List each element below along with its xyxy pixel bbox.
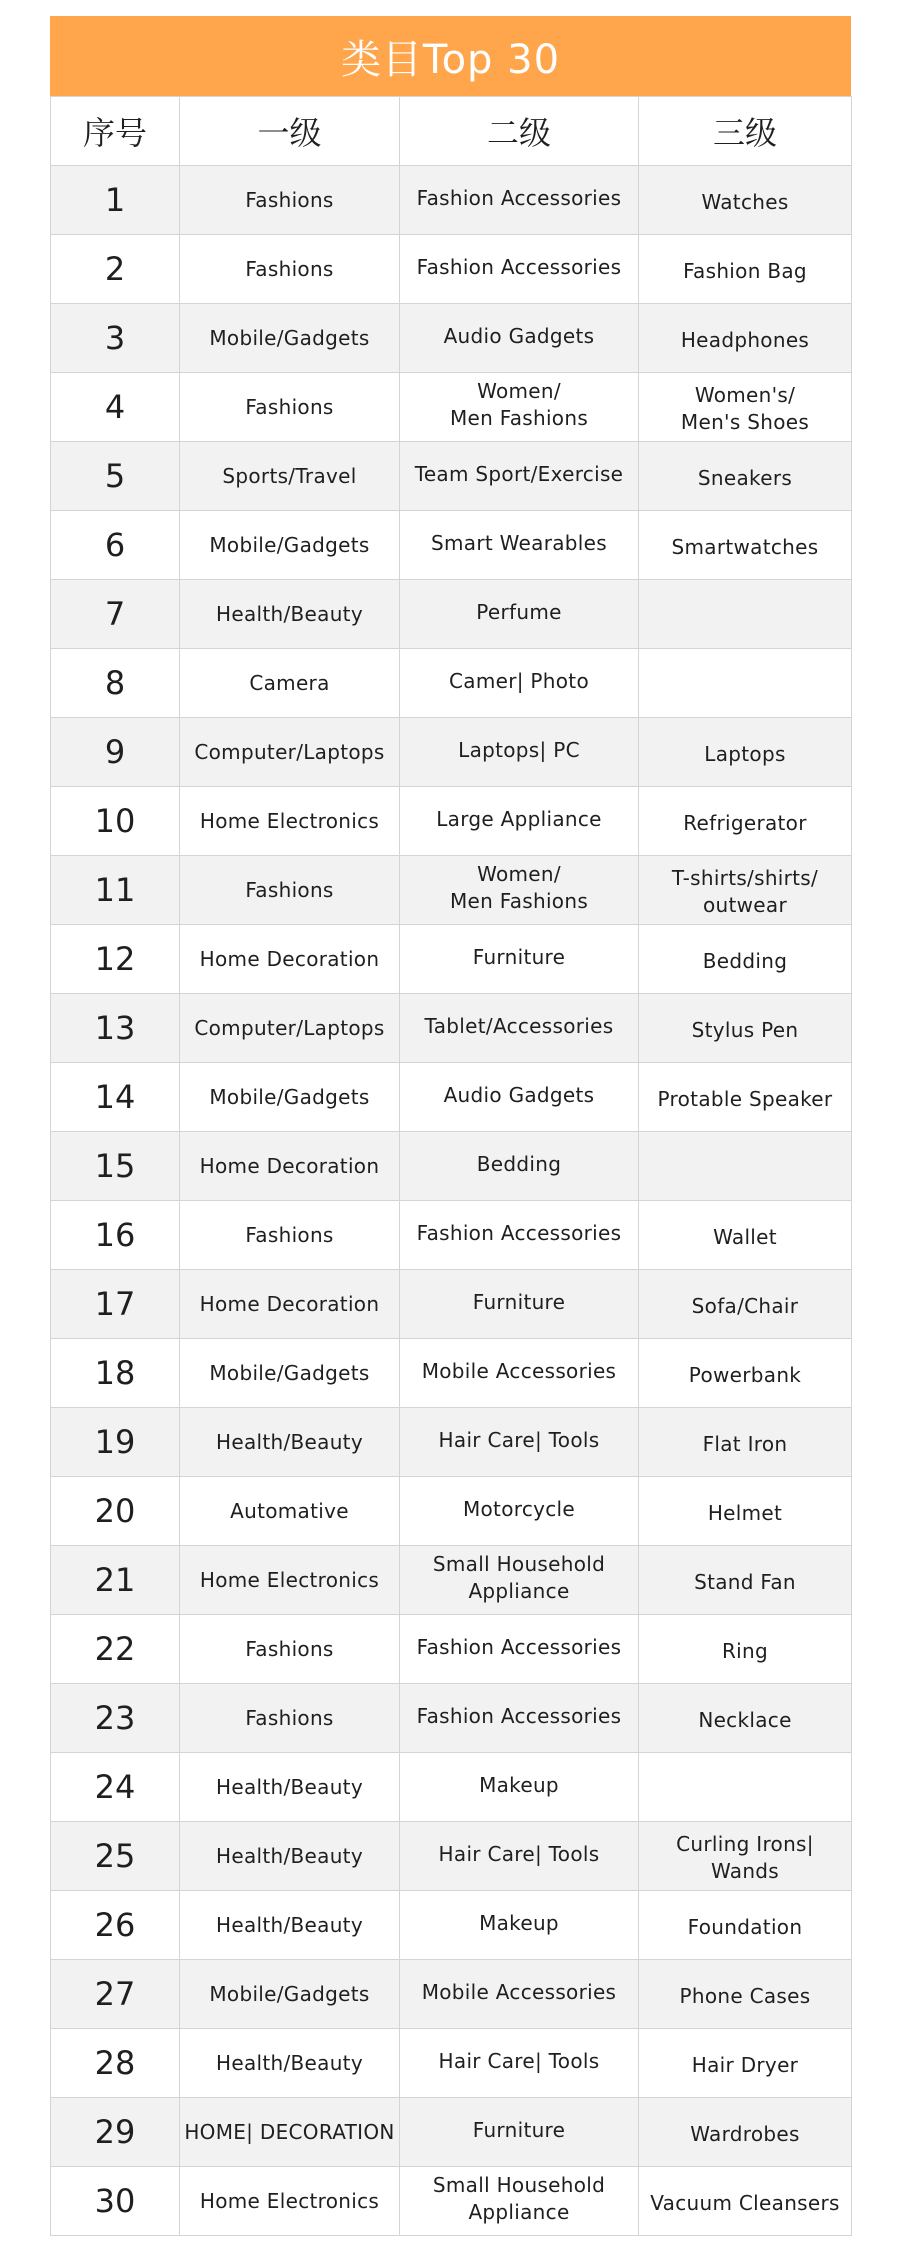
- level2-cell: [400, 787, 639, 856]
- rank-cell-text: 13: [94, 1008, 136, 1047]
- table-row: [51, 1960, 852, 2029]
- level3-cell: [639, 1822, 852, 1891]
- level2-cell: [400, 235, 639, 304]
- level3-cell: [639, 994, 852, 1063]
- header-row: [51, 97, 852, 166]
- level1-cell: [180, 2029, 400, 2098]
- rank-cell-text: 16: [94, 1215, 136, 1254]
- level1-cell: [180, 1270, 400, 1339]
- rank-cell-text: 25: [94, 1836, 136, 1875]
- rank-cell: [51, 1546, 180, 1615]
- level1-cell-text: Mobile/Gadgets: [209, 532, 370, 557]
- level3-cell-text: Foundation: [687, 1914, 803, 1939]
- header-level1: 一级: [180, 97, 400, 166]
- level1-cell-text: Health/Beauty: [216, 1429, 363, 1454]
- table-row: [51, 925, 852, 994]
- rank-cell-text: 7: [104, 594, 126, 633]
- level1-cell: [180, 373, 400, 442]
- rank-cell-text: 21: [94, 1560, 136, 1599]
- table-row: [51, 235, 852, 304]
- level3-cell-text: Hair Dryer: [691, 2052, 799, 2077]
- level2-cell: [400, 580, 639, 649]
- table-row: [51, 1408, 852, 1477]
- level3-cell-text: Powerbank: [688, 1362, 802, 1387]
- level3-cell-text: Stand Fan: [694, 1569, 796, 1594]
- level2-cell: [400, 2098, 639, 2167]
- rank-cell: [51, 925, 180, 994]
- level3-cell-text: Vacuum Cleansers: [650, 2190, 840, 2215]
- level2-cell: [400, 1822, 639, 1891]
- level1-cell: [180, 1063, 400, 1132]
- level3-cell-text: Fashion Bag: [683, 258, 807, 283]
- level3-cell: [639, 2167, 852, 2236]
- level1-cell: [180, 2167, 400, 2236]
- table-row: [51, 1822, 852, 1891]
- level1-cell-text: Mobile/Gadgets: [209, 325, 370, 350]
- level3-cell: [639, 235, 852, 304]
- rank-cell: [51, 718, 180, 787]
- rank-cell-text: 26: [94, 1905, 136, 1944]
- level2-cell-text: Hair Care| Tools: [438, 1427, 600, 1452]
- rank-cell: [51, 304, 180, 373]
- rank-cell: [51, 1960, 180, 2029]
- level2-cell: [400, 1201, 639, 1270]
- level2-cell: [400, 1960, 639, 2029]
- table-row: [51, 2167, 852, 2236]
- level3-cell: [639, 1339, 852, 1408]
- rank-cell-text: 8: [104, 663, 126, 702]
- header-level2: 二级: [400, 97, 639, 166]
- rank-cell: [51, 2098, 180, 2167]
- level1-cell: [180, 1408, 400, 1477]
- level1-cell-text: Sports/Travel: [222, 463, 357, 488]
- level1-cell: [180, 718, 400, 787]
- level3-cell: [639, 1753, 852, 1822]
- rank-cell: [51, 442, 180, 511]
- rank-cell-text: 1: [104, 180, 126, 219]
- level3-cell: [639, 1477, 852, 1546]
- level2-cell: [400, 925, 639, 994]
- level3-cell: [639, 1063, 852, 1132]
- rank-cell-text: 30: [94, 2181, 136, 2220]
- level3-cell-text: Women's/ Men's Shoes: [680, 383, 810, 434]
- rank-cell-text: 24: [94, 1767, 136, 1806]
- rank-cell: [51, 1684, 180, 1753]
- level3-cell-text: Curling Irons| Wands: [676, 1832, 814, 1883]
- level2-cell-text: Camer| Photo: [449, 668, 589, 693]
- level1-cell: [180, 235, 400, 304]
- rank-cell-text: 5: [104, 456, 126, 495]
- level3-cell-text: Refrigerator: [683, 810, 807, 835]
- table-row: [51, 511, 852, 580]
- level2-cell: [400, 166, 639, 235]
- level1-cell: [180, 1201, 400, 1270]
- level2-cell: [400, 649, 639, 718]
- level1-cell: [180, 1960, 400, 2029]
- rank-cell: [51, 1615, 180, 1684]
- level3-cell-text: Watches: [701, 189, 789, 214]
- rank-cell-text: 28: [94, 2043, 136, 2082]
- rank-cell-text: 14: [94, 1077, 136, 1116]
- level3-cell-text: Smartwatches: [671, 534, 819, 559]
- level1-cell-text: Fashions: [245, 1222, 334, 1247]
- rank-cell: [51, 373, 180, 442]
- level1-cell-text: Home Decoration: [199, 1291, 380, 1316]
- level3-cell: [639, 856, 852, 925]
- level1-cell-text: Fashions: [245, 256, 334, 281]
- level2-cell: [400, 442, 639, 511]
- level3-cell: [639, 1615, 852, 1684]
- level2-cell-text: Mobile Accessories: [421, 1358, 617, 1383]
- category-table: [50, 96, 852, 2236]
- level2-cell-text: Audio Gadgets: [443, 1082, 595, 1107]
- table-row: [51, 787, 852, 856]
- level1-cell-text: Home Decoration: [199, 946, 380, 971]
- level1-cell-text: HOME| DECORATION: [184, 2119, 395, 2144]
- level1-cell-text: Fashions: [245, 1705, 334, 1730]
- rank-cell-text: 6: [104, 525, 126, 564]
- level2-cell-text: Furniture: [472, 1289, 566, 1314]
- level2-cell-text: Hair Care| Tools: [438, 1841, 600, 1866]
- level1-cell-text: Automative: [230, 1498, 349, 1523]
- level2-cell: [400, 1615, 639, 1684]
- level1-cell-text: Fashions: [245, 187, 334, 212]
- table-row: [51, 304, 852, 373]
- level1-cell: [180, 925, 400, 994]
- level3-cell-text: Necklace: [698, 1707, 792, 1732]
- level2-cell: [400, 1063, 639, 1132]
- level3-cell: [639, 2098, 852, 2167]
- level1-cell: [180, 1822, 400, 1891]
- level3-cell-text: Wardrobes: [690, 2121, 800, 2146]
- level3-cell-text: Wallet: [713, 1224, 777, 1249]
- level3-cell: [639, 1546, 852, 1615]
- rank-cell: [51, 580, 180, 649]
- level2-cell: [400, 1132, 639, 1201]
- level1-cell-text: Mobile/Gadgets: [209, 1360, 370, 1385]
- level1-cell: [180, 1891, 400, 1960]
- level2-cell: [400, 511, 639, 580]
- rank-cell: [51, 1477, 180, 1546]
- level2-cell: [400, 1684, 639, 1753]
- rank-cell: [51, 1339, 180, 1408]
- rank-cell-text: 12: [94, 939, 136, 978]
- level2-cell: [400, 994, 639, 1063]
- level3-cell: [639, 925, 852, 994]
- level3-cell-text: Laptops: [704, 741, 786, 766]
- rank-cell: [51, 649, 180, 718]
- table-row: [51, 166, 852, 235]
- rank-cell-text: 20: [94, 1491, 136, 1530]
- level2-cell: [400, 2167, 639, 2236]
- rank-cell-text: 9: [104, 732, 126, 771]
- table-row: [51, 856, 852, 925]
- level2-cell: [400, 1270, 639, 1339]
- level3-cell: [639, 1684, 852, 1753]
- header-rank: 序号: [51, 97, 180, 166]
- level2-cell-text: Motorcycle: [462, 1496, 576, 1521]
- level1-cell: [180, 1753, 400, 1822]
- level2-cell-text: Smart Wearables: [431, 530, 607, 555]
- level3-cell-text: Protable Speaker: [657, 1086, 833, 1111]
- rank-cell-text: 3: [104, 318, 126, 357]
- level1-cell-text: Computer/Laptops: [194, 739, 385, 764]
- rank-cell: [51, 1132, 180, 1201]
- table-row: [51, 1270, 852, 1339]
- level3-cell: [639, 1132, 852, 1201]
- level3-cell: [639, 2029, 852, 2098]
- level2-cell: [400, 1339, 639, 1408]
- table-row: [51, 442, 852, 511]
- rank-cell-text: 19: [94, 1422, 136, 1461]
- rank-cell-text: 11: [94, 870, 136, 909]
- level1-cell-text: Health/Beauty: [216, 601, 363, 626]
- level1-cell: [180, 1615, 400, 1684]
- level3-cell: [639, 304, 852, 373]
- table-row: [51, 1684, 852, 1753]
- level1-cell-text: Fashions: [245, 1636, 334, 1661]
- level2-cell: [400, 1753, 639, 1822]
- level1-cell-text: Mobile/Gadgets: [209, 1084, 370, 1109]
- rank-cell: [51, 2167, 180, 2236]
- level2-cell-text: Fashion Accessories: [416, 1220, 622, 1245]
- level2-cell: [400, 2029, 639, 2098]
- level1-cell: [180, 649, 400, 718]
- rank-cell-text: 18: [94, 1353, 136, 1392]
- table-row: [51, 1201, 852, 1270]
- table-row: [51, 580, 852, 649]
- level2-cell-text: Perfume: [476, 599, 562, 624]
- table-row: [51, 1339, 852, 1408]
- table-row: [51, 1753, 852, 1822]
- level3-cell-text: Headphones: [680, 327, 810, 352]
- table-row: [51, 1891, 852, 1960]
- level2-cell-text: Audio Gadgets: [443, 323, 595, 348]
- level1-cell-text: Home Electronics: [199, 808, 380, 833]
- level1-cell: [180, 1132, 400, 1201]
- rank-cell-text: 22: [94, 1629, 136, 1668]
- level1-cell: [180, 856, 400, 925]
- level3-cell-text: Sofa/Chair: [691, 1293, 799, 1318]
- rank-cell: [51, 1753, 180, 1822]
- rank-cell-text: 23: [94, 1698, 136, 1737]
- level3-cell: [639, 511, 852, 580]
- level2-cell: [400, 1408, 639, 1477]
- level3-cell: [639, 1960, 852, 2029]
- level2-cell-text: Fashion Accessories: [416, 254, 622, 279]
- table-row: [51, 994, 852, 1063]
- level1-cell-text: Fashions: [245, 394, 334, 419]
- table-row: [51, 1615, 852, 1684]
- rank-cell: [51, 1270, 180, 1339]
- rank-cell: [51, 1408, 180, 1477]
- level2-cell-text: Furniture: [472, 944, 566, 969]
- level3-cell: [639, 373, 852, 442]
- level2-cell-text: Makeup: [479, 1772, 559, 1797]
- level3-cell: [639, 787, 852, 856]
- level2-cell-text: Bedding: [476, 1151, 562, 1176]
- level1-cell-text: Health/Beauty: [216, 1774, 363, 1799]
- rank-cell-text: 15: [94, 1146, 136, 1185]
- rank-cell-text: 4: [104, 387, 126, 426]
- level2-cell: [400, 718, 639, 787]
- level2-cell-text: Fashion Accessories: [416, 185, 622, 210]
- level1-cell-text: Health/Beauty: [216, 1843, 363, 1868]
- level1-cell: [180, 1477, 400, 1546]
- level1-cell: [180, 1339, 400, 1408]
- level3-cell: [639, 1891, 852, 1960]
- level3-cell-text: Ring: [721, 1638, 769, 1663]
- level3-cell-text: Bedding: [702, 948, 788, 973]
- level1-cell-text: Home Electronics: [199, 2188, 380, 2213]
- level1-cell: [180, 442, 400, 511]
- table-row: [51, 1546, 852, 1615]
- level2-cell-text: Small Household Appliance: [432, 2173, 606, 2224]
- rank-cell: [51, 1891, 180, 1960]
- table-row: [51, 1477, 852, 1546]
- level3-cell: [639, 1270, 852, 1339]
- level1-cell: [180, 580, 400, 649]
- level2-cell-text: Fashion Accessories: [416, 1703, 622, 1728]
- level2-cell-text: Furniture: [472, 2117, 566, 2142]
- table-row: [51, 649, 852, 718]
- level1-cell-text: Health/Beauty: [216, 2050, 363, 2075]
- rank-cell: [51, 856, 180, 925]
- level3-cell: [639, 649, 852, 718]
- level3-cell: [639, 718, 852, 787]
- level2-cell-text: Team Sport/Exercise: [414, 461, 624, 486]
- rank-cell: [51, 787, 180, 856]
- rank-cell-text: 27: [94, 1974, 136, 2013]
- level3-cell-text: Sneakers: [697, 465, 793, 490]
- table-body: [51, 166, 852, 2236]
- rank-cell-text: 10: [94, 801, 136, 840]
- level3-cell: [639, 1201, 852, 1270]
- rank-cell: [51, 511, 180, 580]
- rank-cell-text: 29: [94, 2112, 136, 2151]
- rank-cell: [51, 1063, 180, 1132]
- table-row: [51, 1132, 852, 1201]
- level2-cell-text: Tablet/Accessories: [424, 1013, 614, 1038]
- level2-cell-text: Small Household Appliance: [432, 1552, 606, 1603]
- level1-cell-text: Home Electronics: [199, 1567, 380, 1592]
- table-row: [51, 718, 852, 787]
- level3-cell-text: Stylus Pen: [691, 1017, 799, 1042]
- rank-cell-text: 2: [104, 249, 126, 288]
- category-table-container: [50, 16, 851, 2236]
- level1-cell: [180, 994, 400, 1063]
- level2-cell-text: Women/ Men Fashions: [449, 379, 589, 430]
- rank-cell: [51, 994, 180, 1063]
- level1-cell-text: Health/Beauty: [216, 1912, 363, 1937]
- level2-cell: [400, 373, 639, 442]
- level2-cell: [400, 1891, 639, 1960]
- level2-cell-text: Women/ Men Fashions: [449, 862, 589, 913]
- level3-cell-text: Flat Iron: [702, 1431, 788, 1456]
- table-row: [51, 2029, 852, 2098]
- level3-cell: [639, 166, 852, 235]
- level1-cell: [180, 2098, 400, 2167]
- level2-cell-text: Fashion Accessories: [416, 1634, 622, 1659]
- level2-cell: [400, 856, 639, 925]
- rank-cell: [51, 1822, 180, 1891]
- level3-cell: [639, 442, 852, 511]
- level1-cell-text: Computer/Laptops: [194, 1015, 385, 1040]
- rank-cell: [51, 166, 180, 235]
- level1-cell: [180, 1684, 400, 1753]
- level3-cell: [639, 580, 852, 649]
- level2-cell-text: Makeup: [479, 1910, 559, 1935]
- level1-cell: [180, 511, 400, 580]
- table-title: 类目Top 30: [50, 16, 851, 96]
- level1-cell-text: Camera: [249, 670, 330, 695]
- level2-cell: [400, 1546, 639, 1615]
- level1-cell: [180, 787, 400, 856]
- level3-cell-text: Helmet: [707, 1500, 783, 1525]
- rank-cell-text: 17: [94, 1284, 136, 1323]
- level2-cell: [400, 1477, 639, 1546]
- level1-cell: [180, 166, 400, 235]
- level2-cell-text: Mobile Accessories: [421, 1979, 617, 2004]
- table-row: [51, 1063, 852, 1132]
- level2-cell-text: Laptops| PC: [458, 737, 580, 762]
- level2-cell: [400, 304, 639, 373]
- level1-cell-text: Fashions: [245, 877, 334, 902]
- level3-cell-text: Phone Cases: [679, 1983, 811, 2008]
- table-row: [51, 2098, 852, 2167]
- level3-cell-text: T-shirts/shirts/ outwear: [671, 866, 819, 917]
- rank-cell: [51, 1201, 180, 1270]
- level3-cell: [639, 1408, 852, 1477]
- level2-cell-text: Hair Care| Tools: [438, 2048, 600, 2073]
- table-row: [51, 373, 852, 442]
- rank-cell: [51, 235, 180, 304]
- level2-cell-text: Large Appliance: [436, 806, 602, 831]
- level1-cell: [180, 1546, 400, 1615]
- level1-cell-text: Mobile/Gadgets: [209, 1981, 370, 2006]
- header-level3: 三级: [639, 97, 852, 166]
- level1-cell: [180, 304, 400, 373]
- rank-cell: [51, 2029, 180, 2098]
- level1-cell-text: Home Decoration: [199, 1153, 380, 1178]
